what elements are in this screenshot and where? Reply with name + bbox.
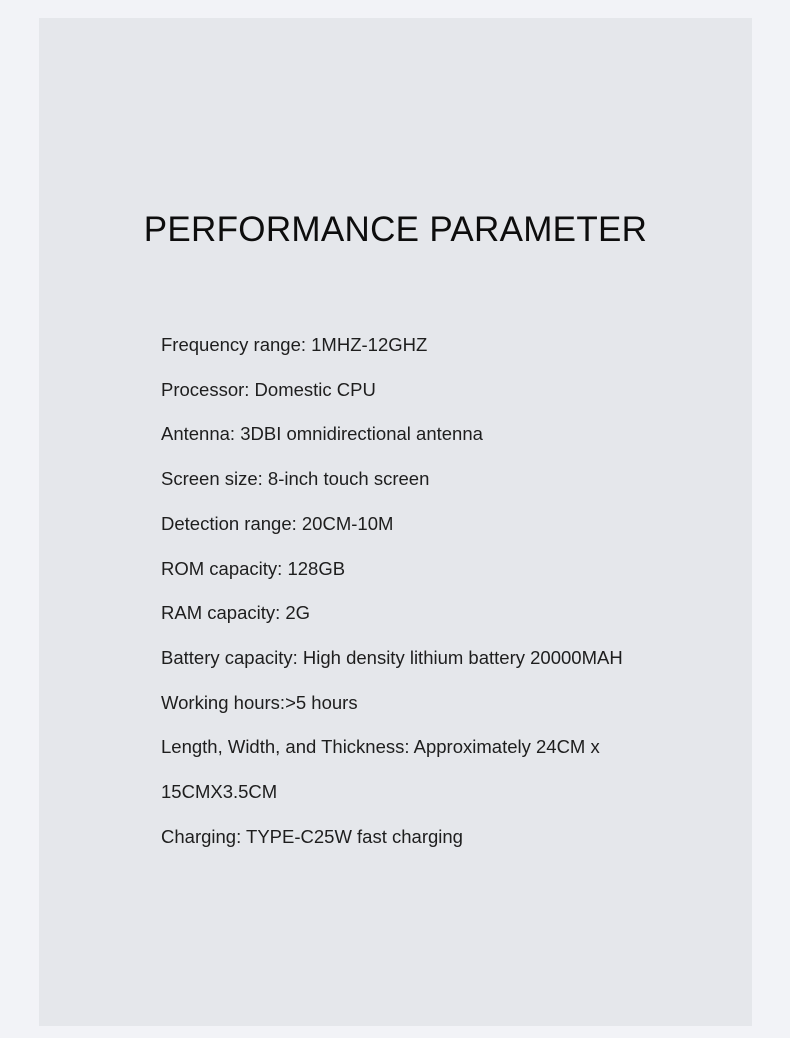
spec-screen-size: Screen size: 8-inch touch screen bbox=[161, 468, 430, 490]
spec-working-hours: Working hours:>5 hours bbox=[161, 691, 358, 713]
spec-dimensions-continued: 15CMX3.5CM bbox=[161, 781, 278, 803]
spec-list bbox=[161, 323, 623, 859]
spec-rom-capacity: ROM capacity: 128GB bbox=[161, 557, 346, 579]
spec-panel bbox=[39, 18, 752, 1026]
spec-frequency-range: Frequency range: 1MHZ-12GHZ bbox=[161, 334, 428, 355]
spec-antenna: Antenna: 3DBI omnidirectional antenna bbox=[161, 423, 483, 445]
page-title: PERFORMANCE PARAMETER bbox=[143, 210, 648, 249]
spec-battery-capacity: Battery capacity: High density lithium battery 20000MAH bbox=[161, 646, 623, 668]
spec-processor: Processor: Domestic CPU bbox=[161, 378, 376, 400]
spec-detection-range: Detection range: 20CM-10M bbox=[161, 512, 394, 534]
spec-charging: Charging: TYPE-C25W fast charging bbox=[161, 825, 463, 847]
spec-ram-capacity: RAM capacity: 2G bbox=[161, 602, 311, 624]
spec-dimensions: Length, Width, and Thickness: Approximately 24CM x bbox=[161, 736, 600, 758]
